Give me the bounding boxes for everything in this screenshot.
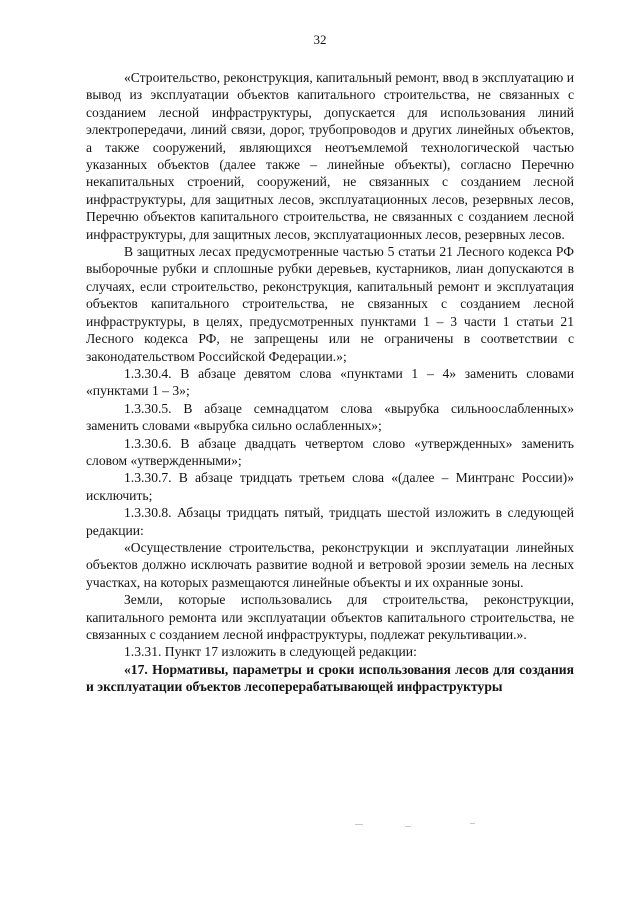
scan-artifact (355, 824, 363, 825)
paragraph-1-3-30-8: 1.3.30.8. Абзацы тридцать пятый, тридцать шестой изложить в следующей редакции: (86, 505, 574, 538)
paragraph-1-3-30-7: 1.3.30.7. В абзаце тридцать третьем слова «(далее – Минтранс России)» исключить; (86, 470, 574, 503)
paragraph-recultivation: Земли, которые использовались для строительства, реконструкции, капитального ремонта или эксплуатации объектов капитального строительства, не связанных с созданием лесной инфраструктуры, подлежат рекультивации.». (86, 592, 574, 642)
paragraph-1-3-30-4: 1.3.30.4. В абзаце девятом слова «пунктами 1 – 4» заменить словами «пунктами 1 – 3»; (86, 365, 574, 399)
document-body (86, 69, 574, 696)
paragraph-1-3-30-5: 1.3.30.5. В абзаце семнадцатом слова «вырубка сильноослабленных» заменить словами «вырубка сильно ослабленных»; (86, 400, 574, 434)
paragraph-construction-rules: «Строительство, реконструкция, капитальный ремонт, ввод в эксплуатацию и вывод из эксплуатации объектов капитального строительства, не связанных с созданием лесной инфраструктуры, допускается для использования линий электропередачи, линий связи, дорог, трубопроводов и других линейных объектов, а также сооружений, являющихся неотъемлемой технологической частью указанных объектов (далее также – линейные объекты), согласно Перечню некапитальных строений, сооружений, не связанных с созданием лесной инфраструктуры, для защитных лесов, эксплуатационных лесов, резервных лесов, Перечню объектов капитального строительства, не связанных с созданием лесной инфраструктуры, для защитных лесов, эксплуатационных лесов, резервных лесов. (86, 70, 574, 242)
paragraph-1-3-31: 1.3.31. Пункт 17 изложить в следующей редакции: (124, 644, 417, 660)
page-number: 32 (313, 32, 327, 47)
heading-item-17: «17. Нормативы, параметры и сроки использования лесов для создания и эксплуатации объектов лесоперерабатывающей инфраструктуры (86, 661, 574, 695)
scan-artifact (405, 826, 411, 827)
scan-artifact (470, 823, 475, 824)
paragraph-1-3-30-6: 1.3.30.6. В абзаце двадцать четвертом слово «утвержденных» заменить словом «утвержденными»; (86, 435, 574, 468)
paragraph-erosion: «Осуществление строительства, реконструкции и эксплуатации линейных объектов должно исключать развитие водной и ветровой эрозии земель на лесных участках, на которых размещаются линейные объекты и их охранные зоны. (86, 539, 574, 590)
paragraph-protective-forests: В защитных лесах предусмотренные частью 5 статьи 21 Лесного кодекса РФ выборочные рубки и сплошные рубки деревьев, кустарников, лиан допускаются в случаях, если строительство, реконструкция, капитальный ремонт и эксплуатация объектов капитального строительства, не связанных с созданием лесной инфраструктуры, в целях, предусмотренных пунктами 1 – 3 части 1 статьи 21 Лесного кодекса РФ, не запрещены или не ограничены в соответствии с законодательством Российской Федерации.»; (86, 244, 574, 364)
